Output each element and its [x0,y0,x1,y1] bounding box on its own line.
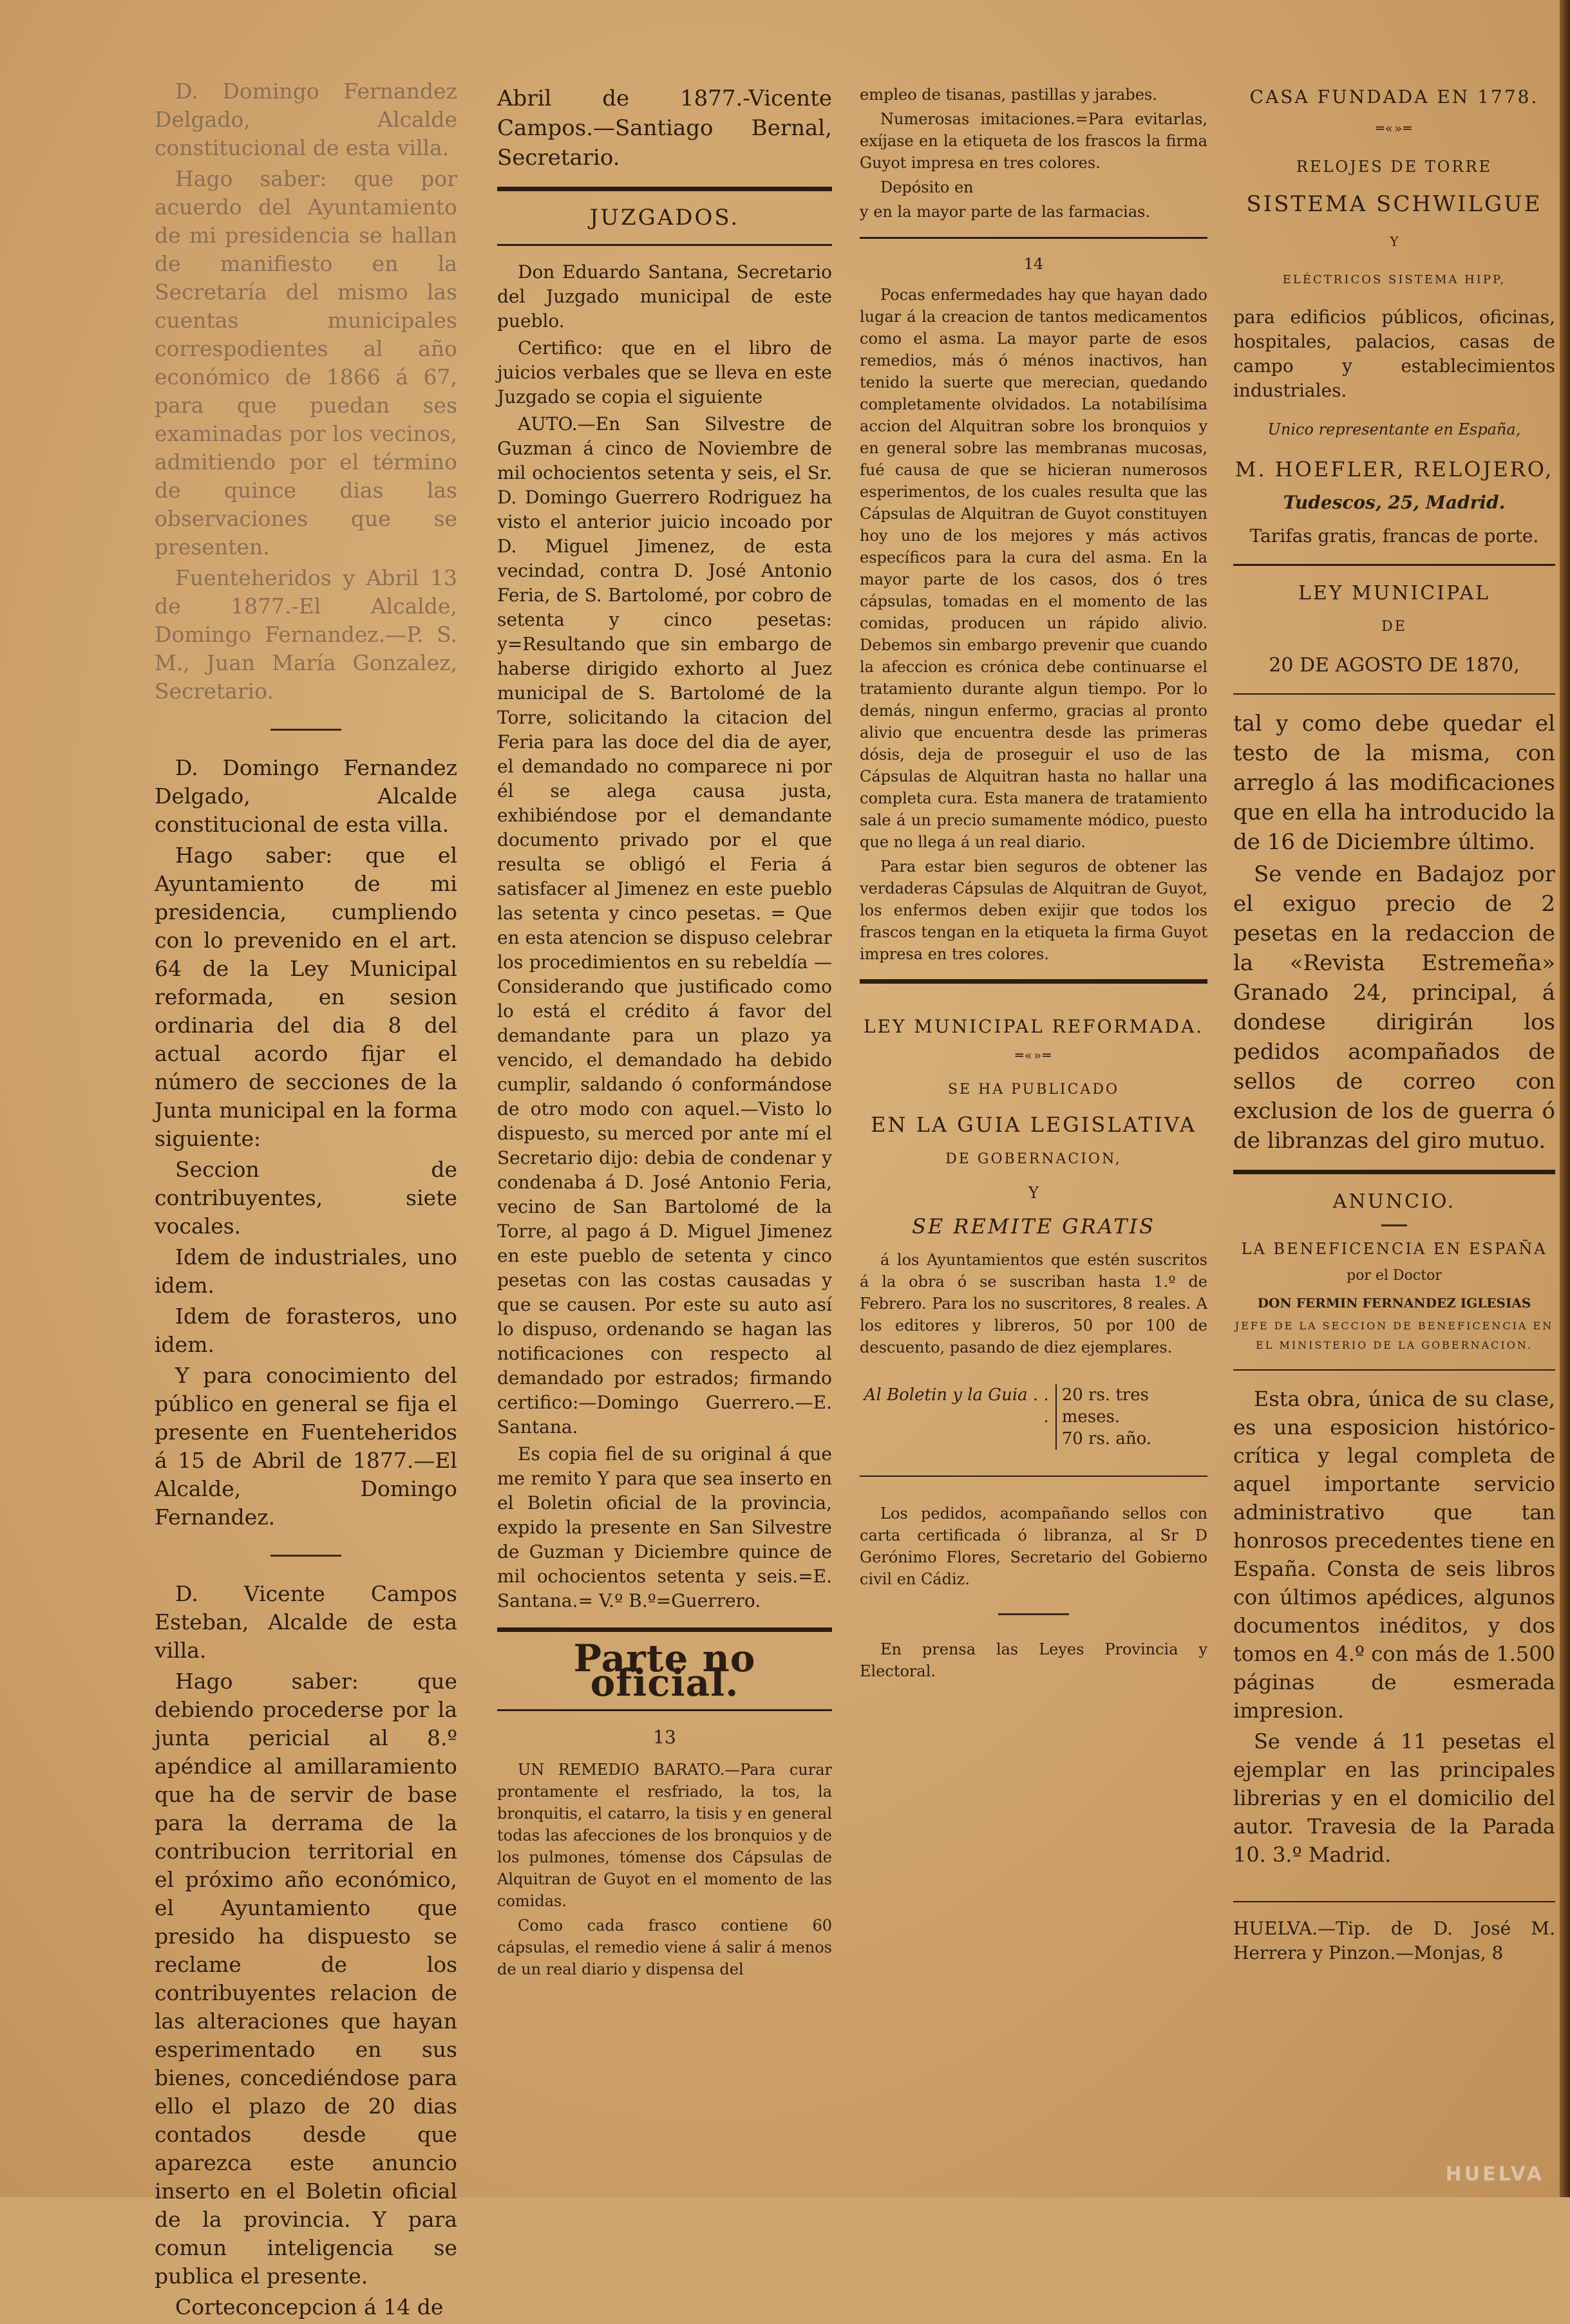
para: para edificios públicos, oficinas, hospitales, palacios, casas de campo y establecimientos industriales. [1233,306,1555,401]
heavy-rule [1233,1170,1555,1174]
benef-author: DON FERMIN FERNANDEZ IGLESIAS [1257,1295,1531,1311]
notice2-item: Idem de forasteros, uno idem. [155,1304,457,1357]
notice2-body: Hago saber: que el Ayuntamiento de mi presidencia, cumpliendo con lo prevenido en el art. 64 de la Ley Municipal reformada, en sesion ordinaria del dia 8 del actual acordo fijar el número de secciones de la Junta municipal en la forma siguiente: [155,843,457,1151]
heavy-rule [497,187,832,191]
price-table [860,1384,1207,1450]
remedio-cont: empleo de tisanas, pastillas y jarabes. [860,86,1157,104]
tarifas: Tarifas gratis, francas de porte. [1249,525,1539,547]
column-1 [155,77,457,2324]
juzgado-heading: Don Eduardo Santana, Secretario del Juzgado municipal de este pueblo. [497,261,832,332]
rule [860,237,1207,239]
ley-sub: DE GOBERNACION, [945,1151,1122,1167]
page-edge [1560,0,1570,2197]
juzgado-certifico: Certifico: que en el libro de juicios verbales que se lleva en este Juzgado se copia el siguiente [497,337,832,408]
benef-role: JEFE DE LA SECCION DE BENEFICENCIA EN EL MINISTERIO DE LA GOBERNACION. [1234,1320,1554,1351]
rule [497,1709,832,1711]
watermark-logo: HUELVA [1445,2163,1544,2186]
ley-sub: SE REMITE GRATIS [911,1214,1156,1239]
price-value: 20 rs. tres meses. [1061,1385,1149,1427]
ley-de: DE [1381,619,1407,635]
hoefler: M. HOEFLER, RELOJERO, [1234,457,1554,482]
separator [270,729,341,731]
column-3 [860,84,1207,1685]
rule [1233,693,1555,695]
electricos: ELÉCTRICOS SISTEMA HIPP, [1282,273,1506,286]
address: Tudescos, 25, Madrid. [1283,492,1506,513]
y: Y [1390,234,1399,249]
remedio-body: Como cada frasco contiene 60 cápsulas, el remedio viene á salir á menos de un real diario y dispensa del [497,1916,832,1978]
asma-body: Pocas enfermedades hay que hayan dado lugar á la creacion de tantos medicamentos como el asma. La mayor parte de esos remedios, más ó ménos inactivos, han tenido la suerte que merecian, quedando completamente olvidados. La notabilísima accion del Alquitran sobre los bronquios y en general sobre las membranas mucosas, fué causa de que se hicieran numerosos esperimentos, de los cuales resulta que las Cápsulas de Alquitran de Guyot constituyen hoy uno de los mejores y más activos específicos para la cura del asma. En la mayor parte de los casos, dos ó tres cápsulas, tomadas en el momento de las comidas, producen un rápido alivio. Debemos sin embargo prevenir que cuando la afeccion es crónica debe continuarse el tratamiento durante algun tiempo. Por lo demás, ningun enfermo, gracias al pronto alivio que encuentra desde las primeras dósis, deja de proseguir el uso de las Cápsulas de Alquitran hasta no hallar una completa cura. Esta manera de tratamiento sale á un precio sumamente módico, puesto que no llega á un real diario. [860,286,1207,851]
ley-sub: EN LA GUIA LEGISLATIVA [871,1112,1196,1137]
notice3-body: Hago saber: que debiendo procederse por la junta pericial al 8.º apéndice al amillaramiento que ha de servir de base para la derrama de la contribucion territorial en el próximo año económico, el Ayuntamiento que presido ha dispuesto se reclame de los contribuyentes relacion de las alteraciones que hayan esperimentado en sus bienes, concediéndose para ello el plazo de 20 dias contados desde que aparezca este anuncio inserto en el Boletin oficial de la provincia. Y para comun inteligencia se publica el presente. [155,1669,457,2289]
notice1-heading: D. Domingo Fernandez Delgado, Alcalde constitucional de esta villa. [155,79,457,160]
ad-number: 14 [1023,255,1044,273]
remedio-cont: y en la mayor parte de las farmacias. [860,203,1151,221]
remedio-cont: Numerosas imitaciones.=Para evitarlas, exíjase en la etiqueta de los frascos la firma Guyot impresa en tres colores. [860,110,1207,172]
ley-title: LEY MUNICIPAL [1298,582,1491,604]
imprenta: HUELVA.—Tip. de D. José M. Herrera y Pinzon.—Monjas, 8 [1233,1918,1555,1963]
ley-date: 20 DE AGOSTO DE 1870, [1269,654,1520,677]
remedio-cont: Depósito en [880,178,974,196]
ley-sub: SE HA PUBLICADO [947,1082,1119,1098]
notice3-continuation: Corteconcepcion á 14 de [175,2294,444,2319]
separator [270,1555,341,1557]
heavy-rule [860,979,1207,984]
rule [860,1476,1207,1477]
benef-title: LA BENEFICENCIA EN ESPAÑA [1241,1240,1547,1258]
notice2-item: Seccion de contribuyentes, siete vocales. [155,1157,457,1239]
ornament: ═«»═ [1015,1047,1052,1063]
price-value: 70 rs. año. [1061,1429,1152,1448]
ley-body: tal y como debe quedar el testo de la misma, con arreglo á las modificaciones que en ella ha introducido la de 16 de Diciembre último. [1233,711,1555,855]
notice1-signature: Fuenteheridos y Abril 13 de 1877.-El Alcalde, Domingo Fernandez.—P. S. M., Juan María Gonzalez, Secretario. [155,565,457,704]
ad-number: 13 [653,1727,676,1748]
heavy-rule [497,1627,832,1632]
section-title-parte-no-oficial: Parte no oficial. [573,1636,756,1705]
sistema: SISTEMA SCHWILGUE [1246,191,1542,217]
rule [1233,1901,1555,1902]
notice3-heading: D. Vicente Campos Esteban, Alcalde de esta villa. [155,1581,457,1663]
rule [1233,1369,1555,1371]
separator [998,1613,1069,1615]
notice2-signature: Y para conocimiento del público en general se fija el presente en Fuenteheridos á 15 de Abril de 1877.—El Alcalde, Domingo Fernandez. [155,1363,457,1530]
rule [1233,564,1555,566]
ley-venta: Se vende en Badajoz por el exiguo precio de 2 pesetas en la redaccion de la «Revista Estremeña» Granado 24, principal, á dondese dirigirán los pedidos acompañados de sellos de correo con exclusion de los de guerra ó de libranzas del giro mutuo. [1233,861,1555,1154]
unico: Unico representante en España, [1267,420,1521,438]
price-label: Al Boletin y la Guia . . . [864,1385,1049,1427]
separator [1381,1224,1407,1226]
column-4 [1233,84,1555,1968]
notice2-heading: D. Domingo Fernandez Delgado, Alcalde constitucional de esta villa. [155,755,457,837]
notice3-signature: Abril de 1877.-Vicente Campos.—Santiago Bernal, Secretario. [497,86,832,171]
pedidos: Los pedidos, acompañando sellos con carta certificada ó libranza, al Sr D Gerónimo Flores, Secretario del Gobierno civil en Cádiz. [860,1504,1207,1588]
anuncio: ANUNCIO. [1332,1190,1456,1213]
benef-venta: Se vende á 11 pesetas el ejemplar en las principales librerias y en el domicilio del autor. Travesia de la Parada 10. 3.º Madrid. [1233,1729,1555,1867]
juzgado-auto: AUTO.—En San Silvestre de Guzman á cinco de Noviembre de mil ochocientos setenta y seis, el Sr. D. Domingo Guerrero Rodriguez ha visto el anterior juicio incoado por D. Miguel Jimenez, de esta vecindad, contra D. José Antonio Feria, de S. Bartolomé, por cobro de setenta y cinco pesetas: y=Resultando que sin embargo de haberse dirigido exhorto al Juez municipal de S. Bartolomé de la Torre, solicitando la citacion del Feria para las doce del dia de ayer, el demandado no comparece ni por él se alega causa justa, exhibiéndose por el demandante documento privado por el que resulta se obligó el Feria á satisfacer al Jimenez en este pueblo las setenta y cinco pesetas. = Que en esta atencion se dispuso celebrar los procedimientos en su rebeldía —Considerando que justificado como lo está el crédito á favor del demandante para un plazo ya vencido, el demandado ha debido cumplir, saldando ó conformándose de otro modo con aquel.—Visto lo dispuesto, su merced por ante mí el Secretario dijo: debia de condenar y condenaba á D. José Antonio Feria, vecino de San Bartolomé de la Torre, al pago á D. Miguel Jimenez en este pueblo de setenta y cinco pesetas con las costas causadas y que se causen. Por este su auto así lo dispuso, ordenando se hagan las notificaciones con respecto al demandado por estrados; firmando certifico:—Domingo Guerrero.—E. Santana. [497,413,832,1438]
ley-reformada-title: LEY MUNICIPAL REFORMADA. [863,1016,1204,1037]
asma-body: Para estar bien seguros de obtener las verdaderas Cápsulas de Alquitran de Guyot, los enfermos deben exijir que todos los frascos tengan en la etiqueta la firma Guyot impresa en tres colores. [860,857,1207,963]
section-title-juzgados: JUZGADOS. [589,205,740,230]
ornament: ═«»═ [1376,120,1413,136]
ley-sub: Y [1028,1184,1039,1202]
notice1-body: Hago saber: que por acuerdo del Ayuntamiento de mi presidencia se hallan de manifiesto en la Secretaría del mismo las cuentas municipales correspodientes al año económico de 1866 á 67, para que puedan ses examinadas por los vecinos, admitiendo por el término de quince dias las observaciones que se presenten. [155,166,457,559]
notice2-item: Idem de industriales, uno idem. [155,1244,457,1298]
ley-body: á los Ayuntamientos que estén suscritos á la obra ó se suscriban hasta 1.º de Febrero. Para los no suscritores, 8 reales. A los editores y libreros, 50 por 100 de descuento, pasando de diez ejemplares. [860,1251,1207,1356]
benef-body: Esta obra, única de su clase, es una esposicion histórico-crítica y legal completa de aquel importante servicio administrativo que tan honrosos precedentes tiene en España. Consta de seis libros con últimos apédices, algunos documentos inéditos, y dos tomos en 4.º con más de 1.500 páginas de esmerada impresion. [1233,1387,1555,1723]
price-values [1055,1384,1207,1450]
relojes: RELOJES DE TORRE [1296,158,1493,176]
juzgado-copia: Es copia fiel de su original á que me remito Y para que sea inserto en el Boletin oficial de la provincia, expido la presente en San Silvestre de Guzman y Diciembre quince de mil ochocientos setenta y seis.=E. Santana.= V.º B.º=Guerrero. [497,1443,832,1611]
rule [497,244,832,246]
column-2 [497,84,832,1983]
prensa: En prensa las Leyes Provincia y Electoral. [860,1640,1207,1680]
casa-fundada: CASA FUNDADA EN 1778. [1249,86,1539,108]
benef-por: por el Doctor [1347,1268,1442,1284]
remedio-body: UN REMEDIO BARATO.—Para curar prontamente el resfriado, la tos, la bronquitis, el catarro, la tisis y en general todas las afecciones de los bronquios y de los pulmones, tómense dos Cápsulas de Alquitran de Guyot en el momento de las comidas. [497,1761,832,1910]
